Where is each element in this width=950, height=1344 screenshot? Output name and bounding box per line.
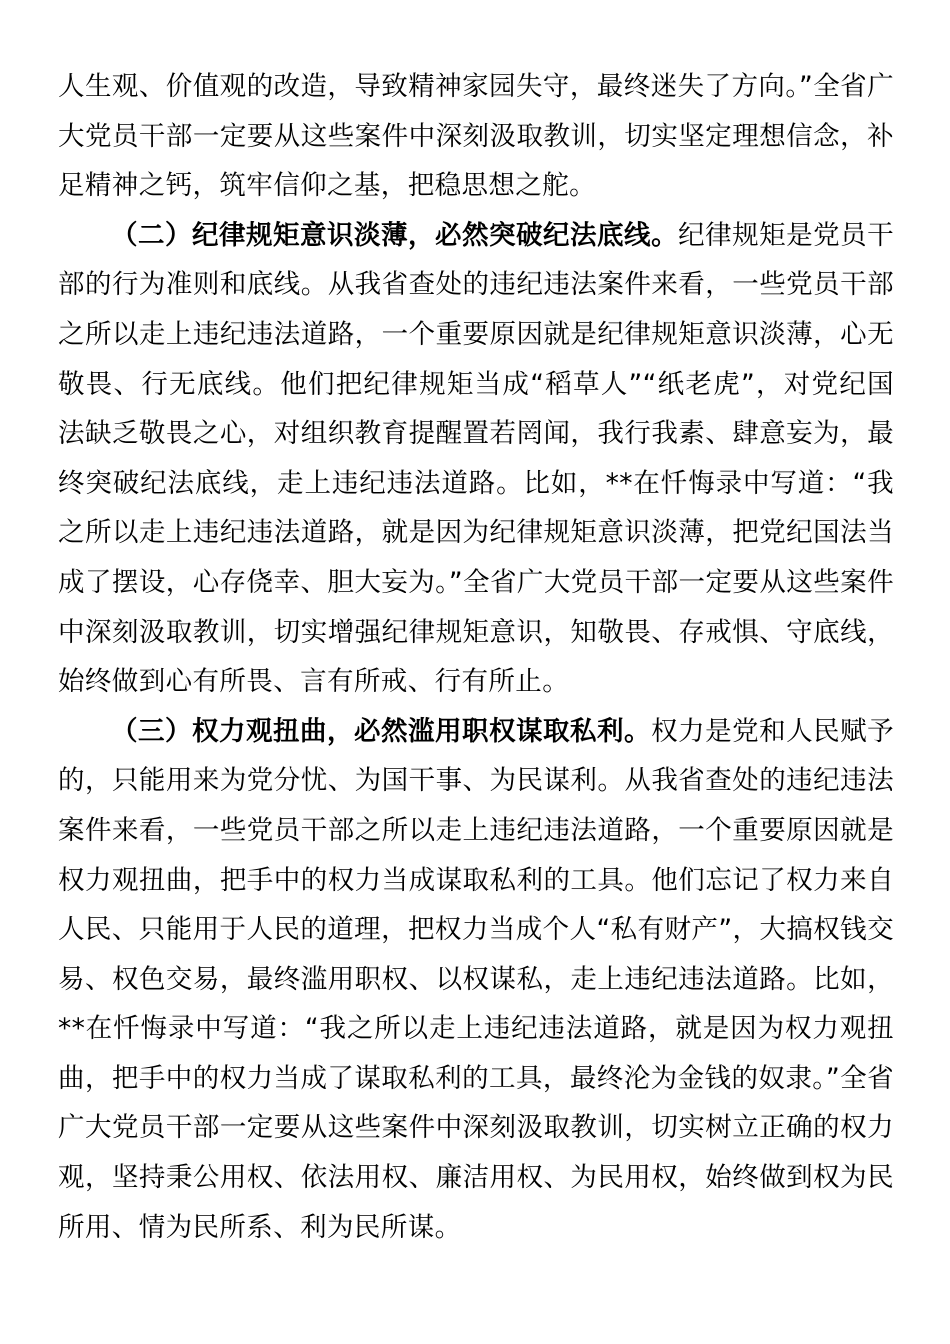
section-heading: （二）纪律规矩意识淡薄，必然突破纪法底线。 [111,219,679,251]
paragraph-body: 纪律规矩是党员干部的行为准则和底线。从我省查处的违纪违法案件来看，一些党员干部之所以走上违纪违法道路，一个重要原因就是纪律规矩意识淡薄，心无敬畏、行无底线。他们把纪律规矩当成“稻草人”“纸老虎”，对党纪国法缺乏敬畏之心，对组织教育提醒置若罔闻，我行我素、肆意妄为，最终突破纪法底线，走上违纪违法道路。比如，**在忏悔录中写道：“我之所以走上违纪违法道路，就是因为纪律规矩意识淡薄，把党纪国法当成了摆设，心存侥幸、胆大妄为。”全省广大党员干部一定要从这些案件中深刻汲取教训，切实增强纪律规矩意识，知敬畏、存戒惧、守底线，始终做到心有所畏、言有所戒、行有所止。 [58,219,895,698]
paragraph-body: 权力是党和人民赋予的，只能用来为党分忧、为国干事、为民谋利。从我省查处的违纪违法案件来看，一些党员干部之所以走上违纪违法道路，一个重要原因就是权力观扭曲，把手中的权力当成谋取私利的工具。他们忘记了权力来自人民、只能用于人民的道理，把权力当成个人“私有财产”，大搞权钱交易、权色交易，最终滥用职权、以权谋私，走上违纪违法道路。比如，**在忏悔录中写道：“我之所以走上违纪违法道路，就是因为权力观扭曲，把手中的权力当成了谋取私利的工具，最终沦为金钱的奴隶。”全省广大党员干部一定要从这些案件中深刻汲取教训，切实树立正确的权力观，坚持秉公用权、依法用权、廉洁用权、为民用权，始终做到权为民所用、情为民所系、利为民所谋。 [58,715,895,1243]
document-page [58,62,894,1252]
paragraph-section-2 [58,211,894,707]
section-heading: （三）权力观扭曲，必然滥用职权谋取私利。 [111,715,652,747]
paragraph-body: 人生观、价值观的改造，导致精神家园失守，最终迷失了方向。”全省广大党员干部一定要从这些案件中深刻汲取教训，切实坚定理想信念，补足精神之钙，筑牢信仰之基，把稳思想之舵。 [58,71,894,202]
paragraph-continuation [58,62,894,211]
paragraph-section-3 [58,707,894,1253]
